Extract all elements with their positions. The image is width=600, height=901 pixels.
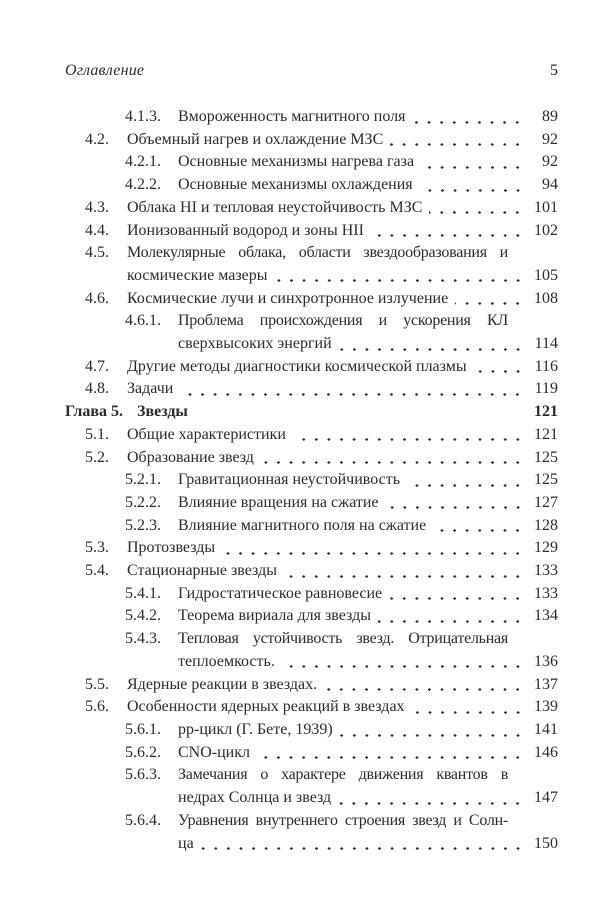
entry-last-line: [127, 378, 558, 401]
running-head-title: Оглавление: [65, 62, 145, 79]
toc-entry: [85, 696, 558, 719]
toc-entry: [125, 151, 558, 174]
entry-body: [178, 469, 558, 492]
entry-number: 4.1.3.: [125, 108, 161, 125]
entry-number: 4.5.: [85, 244, 109, 262]
entry-number: 5.2.2.: [125, 493, 161, 511]
entry-title: Гидростатическое равновесие: [178, 584, 383, 602]
dot-leader: [282, 651, 524, 674]
entry-page-number: 137: [534, 675, 558, 693]
entry-number: 5.3.: [85, 539, 109, 557]
toc-entry: [125, 764, 558, 809]
entry-title: Теорема вириала для звезды: [178, 607, 371, 625]
entry-last-line: [127, 197, 558, 220]
entry-body: [178, 515, 558, 538]
entry-last-line: [127, 447, 558, 470]
entry-page-number: 127: [534, 493, 558, 511]
entry-last-line: [127, 129, 558, 152]
entry-page-number: 108: [534, 289, 558, 307]
entry-last-line: [127, 356, 558, 379]
entry-page-number: 146: [534, 743, 558, 761]
entry-body: [127, 220, 558, 243]
entry-page-number: 105: [534, 266, 558, 284]
entry-body: [178, 719, 558, 742]
toc-entry: [125, 515, 558, 538]
entry-last-line: [178, 605, 558, 628]
toc-entry: [85, 424, 558, 447]
entry-page-number: 89: [542, 108, 558, 125]
dot-leader: [261, 447, 524, 470]
dot-leader: [433, 515, 524, 538]
entry-number: 4.6.1.: [125, 312, 161, 330]
dot-leader: [284, 560, 524, 583]
entry-number: 4.2.: [85, 130, 109, 148]
entry-last-line: [178, 742, 558, 765]
entry-body: [178, 810, 558, 855]
entry-page-number: 121: [534, 403, 558, 421]
entry-title-line: Уравнения внутреннего строения звезд и Солн-: [178, 811, 508, 829]
entry-page-number: 129: [534, 539, 558, 557]
dot-leader: [324, 674, 524, 697]
entry-page-number: 116: [534, 357, 558, 375]
entry-title: недрах Солнца и звезд: [178, 789, 332, 807]
entry-body: [127, 560, 558, 583]
entry-title: Задачи: [127, 380, 174, 398]
toc-entry: [85, 378, 558, 401]
entry-number: Глава 5.: [65, 403, 123, 421]
toc-entry: [125, 810, 558, 855]
entry-page-number: 92: [542, 130, 558, 148]
entry-body: [178, 605, 558, 628]
dot-leader: [412, 106, 524, 129]
dot-leader: [275, 265, 524, 288]
toc-entry: [125, 583, 558, 606]
entry-last-line: [178, 174, 558, 197]
dot-leader: [412, 696, 524, 719]
entry-body: [127, 378, 558, 401]
entry-title: Влияние вращения на сжатие: [178, 493, 379, 511]
entry-last-line: [178, 787, 558, 810]
dot-leader: [378, 605, 524, 628]
entry-body: [127, 356, 558, 379]
entry-page-number: 114: [534, 335, 558, 353]
toc-entry: [85, 447, 558, 470]
entry-title: Основные механизмы охлаждения: [178, 176, 413, 194]
entry-last-line: [127, 537, 558, 560]
entry-body: [178, 106, 558, 129]
dot-leader: [455, 288, 524, 311]
toc-entry: [85, 242, 558, 287]
entry-number: 5.1.: [85, 425, 109, 443]
entry-last-line: [127, 265, 558, 288]
entry-body: [178, 492, 558, 515]
entry-title: Стационарные звезды: [127, 562, 277, 580]
entry-title: Особенности ядерных реакций в звездах: [127, 698, 405, 716]
entry-number: 5.2.3.: [125, 516, 161, 534]
entry-number: 4.2.1.: [125, 153, 161, 171]
entry-number: 5.4.1.: [125, 584, 161, 602]
running-head-page-number: 5: [550, 62, 558, 79]
entry-title: Облака HI и тепловая неустойчивость МЗС: [127, 198, 423, 216]
entry-number: 4.3.: [85, 198, 109, 216]
entry-last-line: [127, 288, 558, 311]
toc-entry: [65, 401, 558, 424]
entry-number: 4.2.2.: [125, 176, 161, 194]
entry-title: Звезды: [137, 403, 188, 421]
entry-page-number: 133: [534, 584, 558, 602]
entry-last-line: [178, 515, 558, 538]
entry-last-line: [127, 696, 558, 719]
dot-leader: [338, 787, 524, 810]
toc-entry: [85, 220, 558, 243]
dot-leader: [222, 537, 524, 560]
entry-last-line: [178, 651, 558, 674]
entry-title: Влияние магнитного поля на сжатие: [178, 516, 427, 534]
entry-last-line: [178, 833, 558, 856]
dot-leader: [293, 424, 524, 447]
toc-entry: [125, 492, 558, 515]
dot-leader: [429, 197, 524, 220]
toc-entry: [85, 537, 558, 560]
entry-title: теплоемкость.: [178, 652, 275, 670]
entry-number: 5.4.2.: [125, 607, 161, 625]
entry-body: [178, 151, 558, 174]
entry-number: 5.6.3.: [125, 766, 161, 784]
entry-body: [127, 447, 558, 470]
entry-number: 5.2.1.: [125, 471, 161, 489]
entry-title: Космические лучи и синхротронное излучение: [127, 289, 449, 307]
toc-entry: [85, 288, 558, 311]
dot-leader: [180, 378, 524, 401]
entry-page-number: 101: [534, 198, 558, 216]
entry-page-number: 92: [542, 153, 558, 171]
entry-title: Вмороженность магнитного поля: [178, 108, 406, 125]
entry-last-line: [178, 106, 558, 129]
entry-title: Образование звезд: [127, 448, 254, 466]
dot-leader: [371, 220, 524, 243]
toc-entry: [125, 605, 558, 628]
dot-leader: [420, 174, 524, 197]
entry-number: 5.6.1.: [125, 720, 161, 738]
entry-body: [127, 424, 558, 447]
entry-title: Общие характеристики: [127, 425, 286, 443]
entry-last-line: [178, 151, 558, 174]
toc-entry: [125, 469, 558, 492]
entry-body: [127, 288, 558, 311]
entry-page-number: 121: [534, 425, 558, 443]
entry-title: CNO-цикл: [178, 743, 250, 761]
entry-page-number: 136: [534, 652, 558, 670]
toc-entry: [125, 719, 558, 742]
entry-title-line: Замечания о характере движения квантов в: [178, 766, 508, 784]
entry-page-number: 128: [534, 516, 558, 534]
spacer: [188, 401, 528, 424]
entry-last-line: [127, 560, 558, 583]
entry-number: 5.5.: [85, 675, 109, 693]
toc-entry: [85, 674, 558, 697]
entry-page-number: 133: [534, 562, 558, 580]
toc-entry: [125, 628, 558, 673]
entry-body: [127, 129, 558, 152]
entry-body: [178, 174, 558, 197]
entry-number: 5.6.: [85, 698, 109, 716]
entry-number: 5.6.2.: [125, 743, 161, 761]
entry-number: 4.7.: [85, 357, 109, 375]
toc-entry: [125, 106, 558, 129]
entry-page-number: 125: [534, 471, 558, 489]
entry-body: [178, 742, 558, 765]
entry-title: Основные механизмы нагрева газа: [178, 153, 415, 171]
toc-entry: [85, 560, 558, 583]
entry-body: [137, 401, 558, 424]
dot-leader: [389, 583, 524, 606]
entry-page-number: 147: [534, 789, 558, 807]
entry-title-line: Проблема происхождения и ускорения КЛ: [178, 312, 508, 330]
entry-page-number: 125: [534, 448, 558, 466]
entry-title: Гравитационная неустойчивость: [178, 471, 401, 489]
entry-last-line: [137, 401, 558, 424]
dot-leader: [257, 742, 524, 765]
entry-title: Ядерные реакции в звездах.: [127, 675, 318, 693]
entry-body: [178, 764, 558, 809]
toc-entry: [85, 197, 558, 220]
entry-body: [178, 310, 558, 355]
entry-title: Протозвезды: [127, 539, 216, 557]
entry-body: [178, 628, 558, 673]
entry-page-number: 141: [534, 720, 558, 738]
entry-page-number: 134: [534, 607, 558, 625]
entry-page-number: 94: [542, 176, 558, 194]
entry-number: 4.4.: [85, 221, 109, 239]
toc-list: [0, 106, 600, 855]
entry-number: 5.6.4.: [125, 811, 161, 829]
toc-entry: [125, 174, 558, 197]
entry-title: ца: [178, 834, 194, 852]
running-head: [65, 59, 558, 83]
dot-leader: [390, 129, 524, 152]
entry-last-line: [127, 220, 558, 243]
entry-last-line: [178, 719, 558, 742]
entry-last-line: [178, 469, 558, 492]
entry-title: космические мазеры: [127, 266, 268, 284]
toc-entry: [85, 129, 558, 152]
entry-number: 4.8.: [85, 380, 109, 398]
entry-title-line: Молекулярные облака, области звездообразования и: [127, 244, 508, 262]
entry-last-line: [127, 424, 558, 447]
entry-body: [127, 537, 558, 560]
entry-last-line: [178, 333, 558, 356]
toc-entry: [85, 356, 558, 379]
toc-entry: [125, 310, 558, 355]
entry-page-number: 102: [534, 221, 558, 239]
entry-last-line: [127, 674, 558, 697]
dot-leader: [474, 356, 524, 379]
dot-leader: [421, 151, 524, 174]
entry-page-number: 139: [534, 698, 558, 716]
entry-page-number: 150: [534, 834, 558, 852]
entry-title: Другие методы диагностики космической плазмы: [127, 357, 467, 375]
entry-body: [127, 242, 558, 287]
entry-body: [127, 674, 558, 697]
toc-entry: [125, 742, 558, 765]
dot-leader: [340, 719, 524, 742]
entry-number: 5.2.: [85, 448, 109, 466]
dot-leader: [386, 492, 524, 515]
entry-last-line: [178, 492, 558, 515]
entry-last-line: [178, 583, 558, 606]
entry-number: 5.4.3.: [125, 630, 161, 648]
entry-title: Объемный нагрев и охлаждение МЗС: [127, 130, 384, 148]
entry-title: Ионизованный водород и зоны HII: [127, 221, 364, 239]
entry-number: 4.6.: [85, 289, 109, 307]
entry-body: [127, 197, 558, 220]
entry-body: [127, 696, 558, 719]
dot-leader: [339, 333, 524, 356]
entry-title: сверхвысоких энергий: [178, 335, 332, 353]
dot-leader: [201, 833, 524, 856]
entry-body: [178, 583, 558, 606]
entry-page-number: 119: [534, 380, 558, 398]
entry-title: pp-цикл (Г. Бете, 1939): [178, 720, 333, 738]
dot-leader: [407, 469, 524, 492]
entry-number: 5.4.: [85, 562, 109, 580]
entry-title-line: Тепловая устойчивость звезд. Отрицательная: [178, 630, 508, 648]
